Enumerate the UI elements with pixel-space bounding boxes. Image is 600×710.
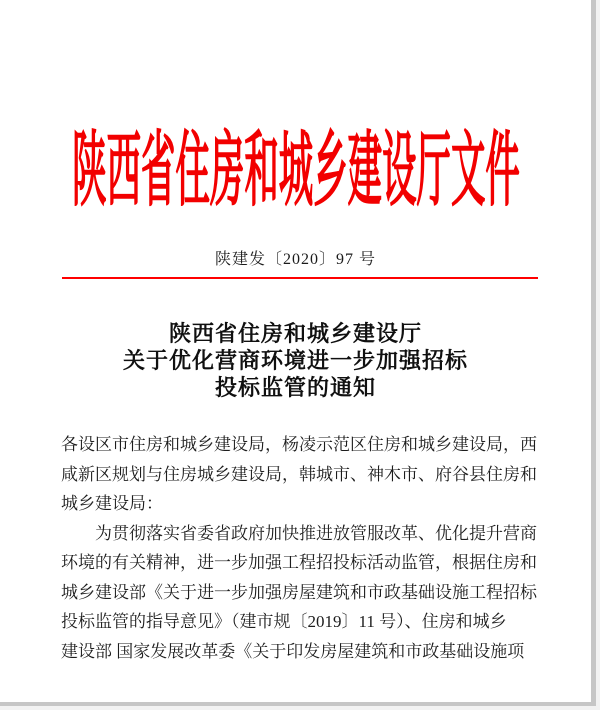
body-line: 各设区市住房和城乡建设局，杨凌示范区住房和城乡建设局，西 <box>61 435 537 454</box>
document-number: 陕建发〔2020〕97 号 <box>214 251 376 268</box>
document-title-line-3: 投标监管的通知 <box>214 375 376 400</box>
body-line: 环境的有关精神，进一步加强工程招投标活动监管，根据住房和 <box>61 553 537 572</box>
body-line: 为贯彻落实省委省政府加快推进放管服改革、优化提升营商 <box>61 523 537 543</box>
body-line: 投标监管的指导意见》（建市规〔2019〕11 号）、住房和城乡 <box>61 612 507 631</box>
body-line: 城乡建设部《关于进一步加强房屋建筑和市政基础设施工程招标 <box>61 582 537 602</box>
body-line: 咸新区规划与住房城乡建设局，韩城市、神木市、府谷县住房和 <box>61 464 537 484</box>
red-divider-rule <box>62 277 538 279</box>
body-line: 建设部 国家发展改革委《关于印发房屋建筑和市政基础设施项 <box>61 641 525 661</box>
agency-masthead-title: 陕西省住房和城乡建设厅文件 <box>71 125 520 216</box>
document-title-line-1: 陕西省住房和城乡建设厅 <box>168 321 422 346</box>
document-title <box>0 320 591 401</box>
document-title-line-2: 关于优化营商环境进一步加强招标 <box>122 348 468 373</box>
body-line: 城乡建设局： <box>61 494 163 513</box>
masthead-banner <box>0 126 591 216</box>
document-body <box>61 430 541 666</box>
